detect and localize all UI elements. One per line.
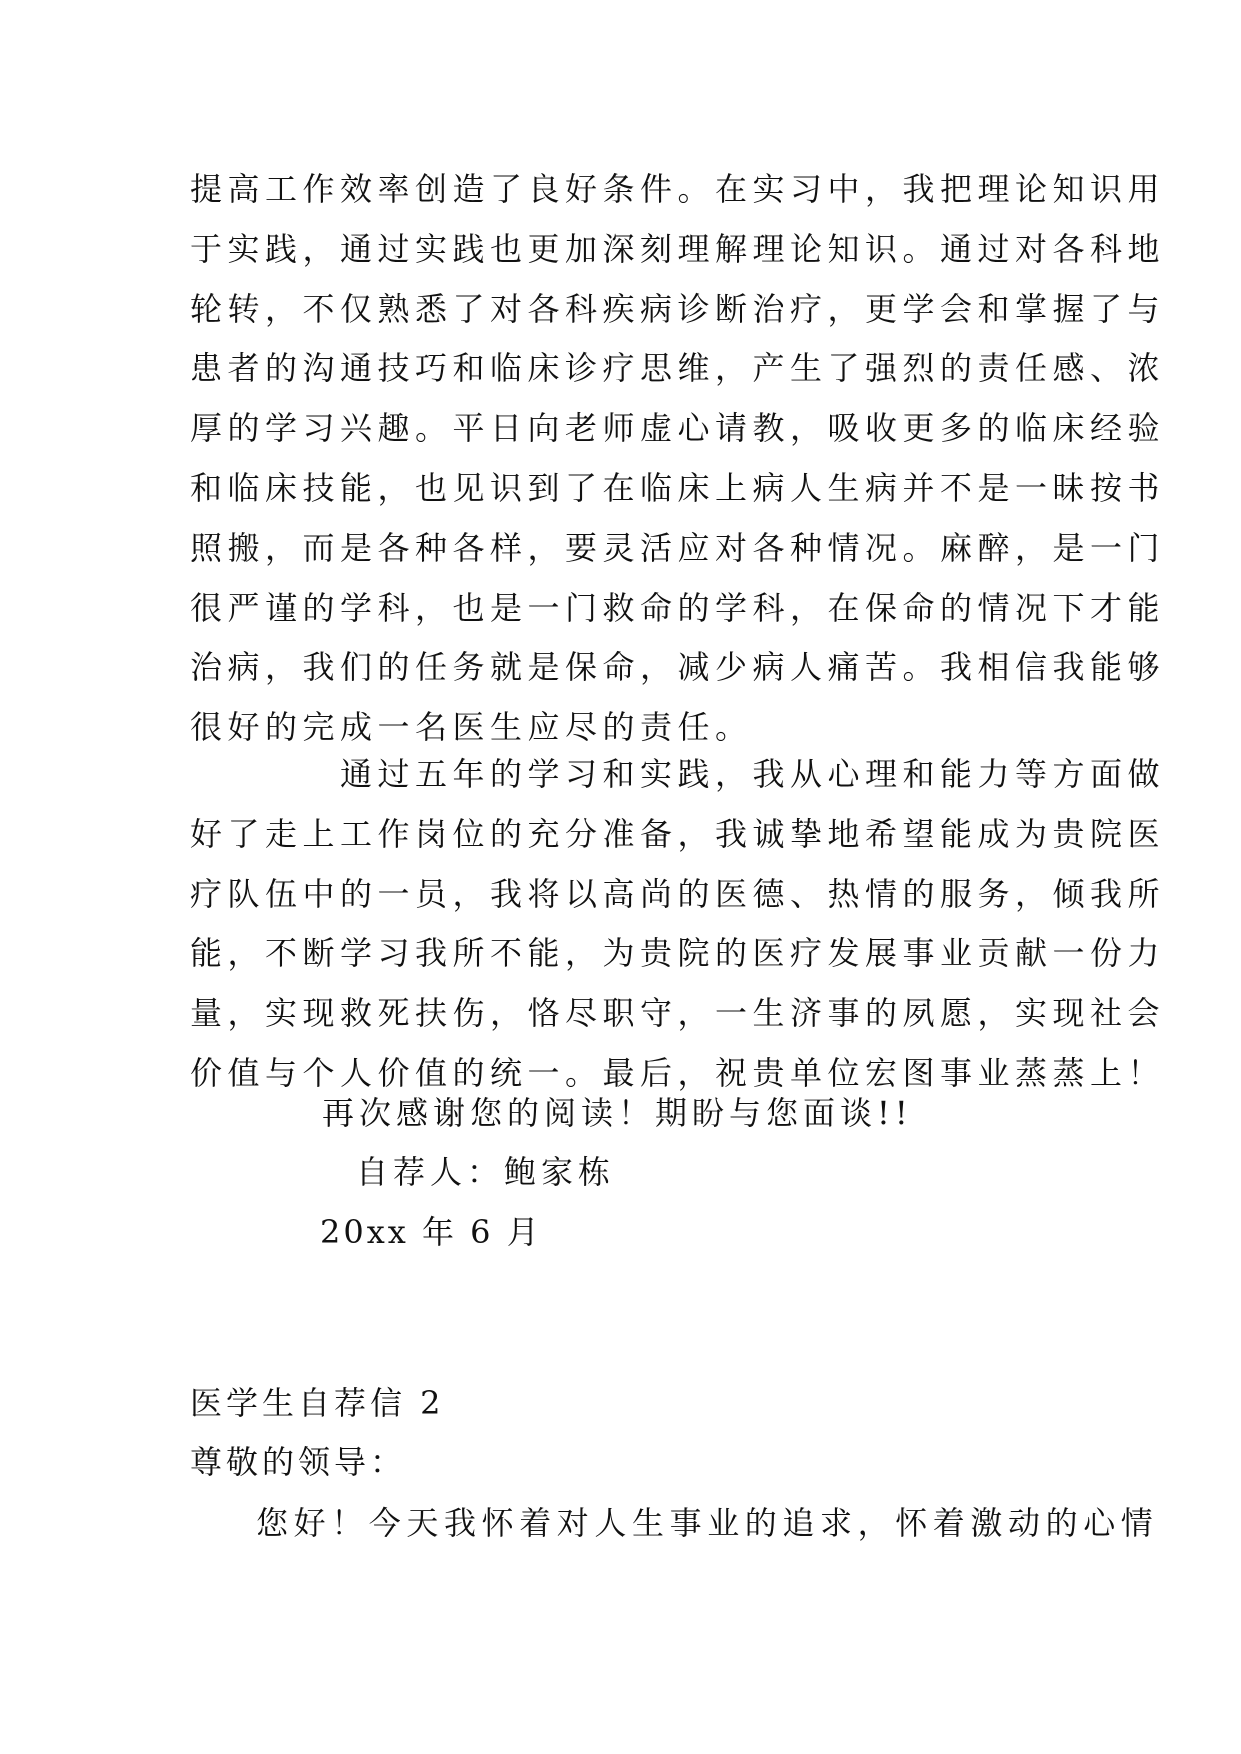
text-line: 通过五年的学习和实践，我从心理和能力等方面做 [190,755,1166,793]
text-line: 于实践，通过实践也更加深刻理解理论知识。通过对各科地 [190,229,1166,268]
letter-2-salutation: 尊敬的领导： [190,1443,407,1481]
text-line: 疗队伍中的一员，我将以高尚的医德、热情的服务，倾我所 [190,874,1166,913]
text-line: 很严谨的学科，也是一门救命的学科，在保命的情况下才能 [190,588,1166,627]
closing-thanks: 再次感谢您的阅读！期盼与您面谈!! [322,1094,913,1132]
letter-2-title: 医学生自荐信 2 [190,1384,445,1422]
body-paragraph-1 [190,160,1166,758]
body-paragraph-2 [190,745,1166,1104]
text-line: 很好的完成一名医生应尽的责任。 [190,708,753,747]
text-line: 能，不断学习我所不能，为贵院的医疗发展事业贡献一份力 [190,934,1166,973]
text-line: 轮转，不仅熟悉了对各科疾病诊断治疗，更学会和掌握了与 [190,289,1166,328]
text-line: 价值与个人价值的统一。最后，祝贵单位宏图事业蒸蒸上！ [190,1053,1166,1092]
text-line: 照搬，而是各种各样，要灵活应对各种情况。麻醉，是一门 [190,528,1166,567]
text-line: 和临床技能，也见识到了在临床上病人生病并不是一昧按书 [190,468,1166,507]
text-line: 量，实现救死扶伤，恪尽职守，一生济事的夙愿，实现社会 [190,994,1166,1033]
letter-2-opening: 您好！今天我怀着对人生事业的追求，怀着激动的心情 [256,1504,1159,1542]
letter-date: 20xx 年 6 月 [320,1213,542,1251]
text-line: 厚的学习兴趣。平日向老师虚心请教，吸收更多的临床经验 [190,409,1166,448]
text-line: 患者的沟通技巧和临床诊疗思维，产生了强烈的责任感、浓 [190,349,1166,388]
text-line: 治病，我们的任务就是保命，减少病人痛苦。我相信我能够 [190,648,1166,687]
text-line: 好了走上工作岗位的充分准备，我诚挚地希望能成为贵院医 [190,814,1166,853]
text-line: 提高工作效率创造了良好条件。在实习中，我把理论知识用 [190,170,1166,208]
signer-name: 自荐人：鲍家栋 [356,1153,616,1191]
